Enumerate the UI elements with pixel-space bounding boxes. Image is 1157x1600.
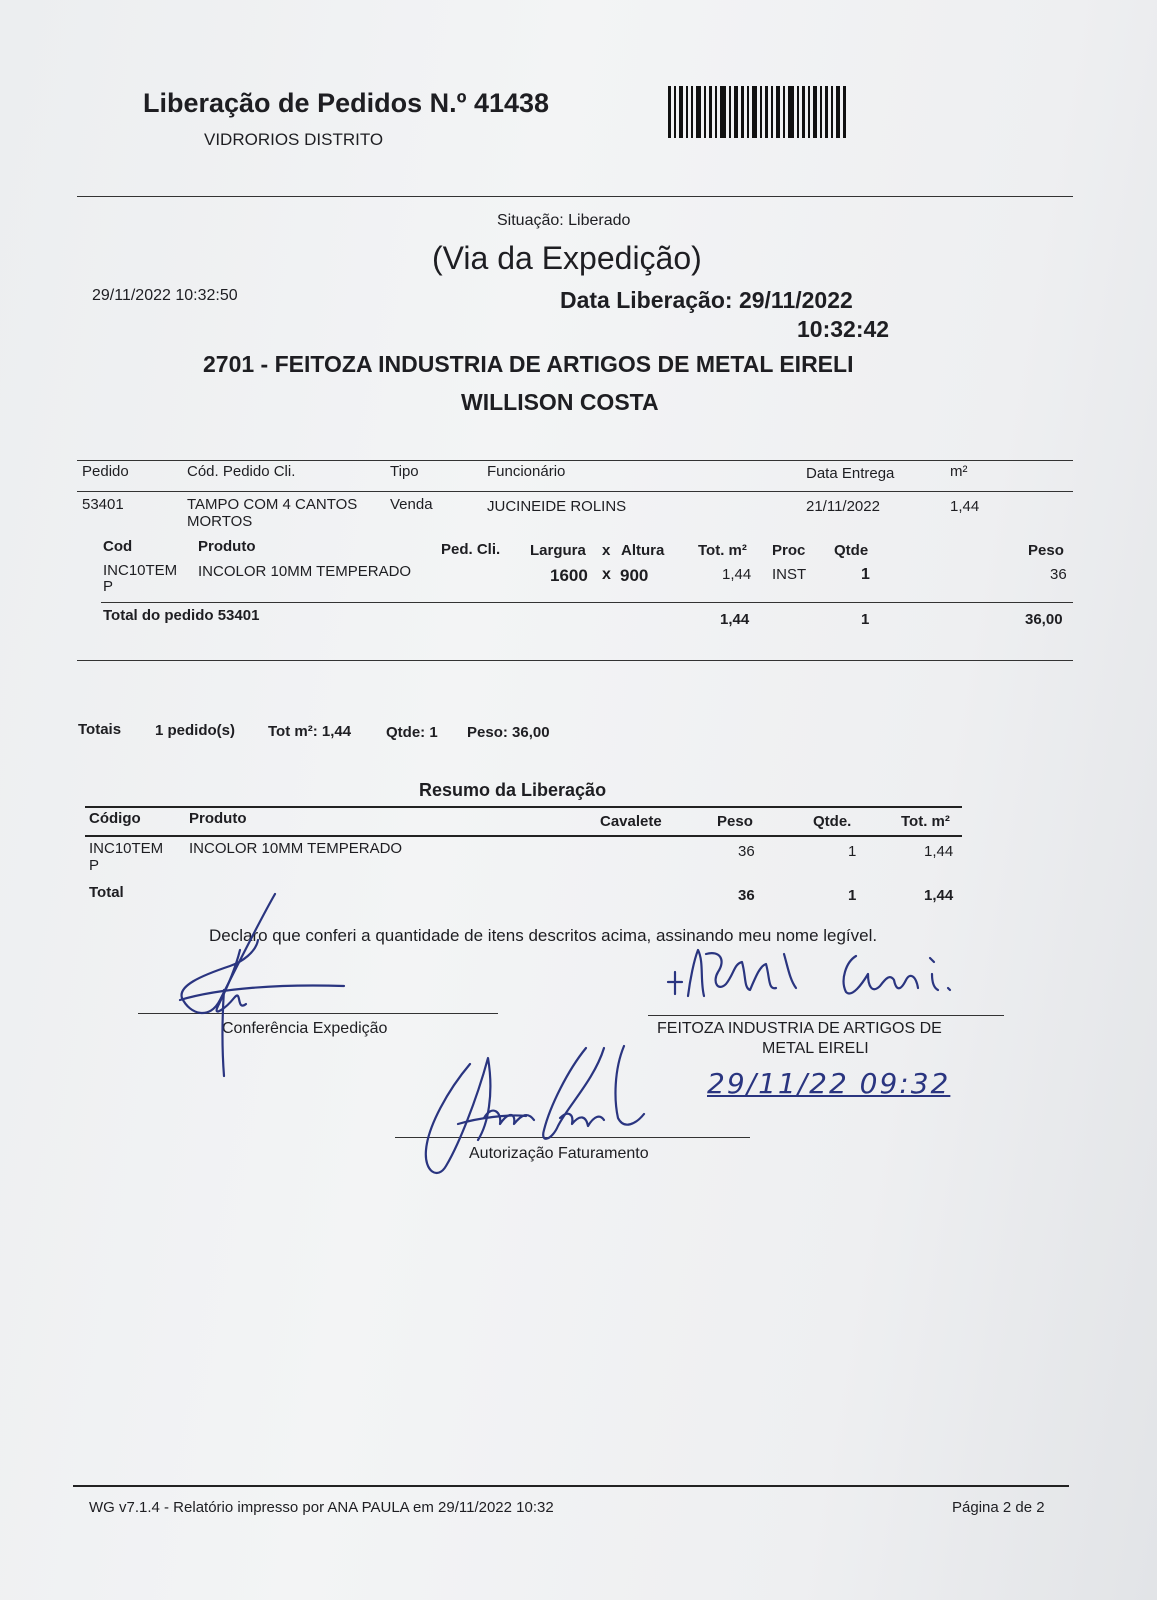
handwritten-date: 29/11/22 09:32 (707, 1067, 951, 1100)
totals-pedidos: 1 pedido(s) (155, 722, 236, 739)
order-number: 53401 (82, 496, 124, 513)
company-name: VIDRORIOS DISTRITO (204, 130, 384, 149)
order-client-code-line2: MORTOS (187, 513, 253, 530)
summary-peso: 36 (738, 843, 755, 860)
summary-codigo-line2: P (89, 857, 100, 874)
client-signature (660, 940, 980, 1020)
order-total-line (101, 602, 1073, 603)
via-title: (Via da Expedição) (432, 240, 702, 276)
autorizacao-signature (418, 1040, 678, 1190)
order-employee: JUCINEIDE ROLINS (487, 498, 627, 515)
totals-label: Totais (78, 721, 122, 738)
col-tipo: Tipo (390, 463, 419, 480)
summary-col-qtde: Qtde. (813, 813, 852, 830)
summary-qtde: 1 (848, 843, 857, 860)
item-x: x (602, 566, 611, 583)
item-col-ped-cli: Ped. Cli. (441, 541, 501, 558)
item-col-peso: Peso (1028, 542, 1064, 559)
col-cod-pedido-cli: Cód. Pedido Cli. (187, 463, 296, 480)
item-altura: 900 (620, 566, 649, 585)
header-divider (77, 196, 1073, 197)
footer-printed-by: WG v7.1.4 - Relatório impresso por ANA PAULA em 29/11/2022 10:32 (89, 1499, 554, 1516)
order-total-m2: 1,44 (720, 611, 750, 628)
order-table-top-line (77, 460, 1073, 461)
item-col-qtde: Qtde (834, 542, 869, 559)
item-tot-m2: 1,44 (722, 566, 752, 583)
order-header-bottom-line (77, 491, 1073, 492)
summary-title: Resumo da Liberação (419, 780, 607, 800)
order-client-code-line1: TAMPO COM 4 CANTOS (187, 496, 358, 513)
col-m2: m² (950, 463, 968, 480)
order-m2: 1,44 (950, 498, 980, 515)
client-contact: WILLISON COSTA (461, 389, 659, 415)
summary-col-produto: Produto (189, 810, 247, 827)
order-total-qtde: 1 (861, 611, 870, 628)
summary-header-bottom-line (85, 835, 962, 837)
totals-qtde: Qtde: 1 (386, 724, 438, 741)
item-qtde: 1 (861, 566, 870, 583)
item-cod-line1: INC10TEM (103, 562, 178, 579)
item-proc: INST (772, 566, 807, 583)
client-signature-name-line1: FEITOZA INDUSTRIA DE ARTIGOS DE (657, 1020, 942, 1037)
col-pedido: Pedido (82, 463, 129, 480)
summary-total-peso: 36 (738, 887, 755, 904)
totals-m2: Tot m²: 1,44 (268, 723, 352, 740)
item-largura: 1600 (550, 566, 588, 585)
conferencia-signature (160, 880, 360, 1080)
item-col-cod: Cod (103, 538, 133, 555)
footer-page-number: Página 2 de 2 (952, 1499, 1045, 1516)
summary-col-tot-m2: Tot. m² (901, 813, 950, 830)
conferencia-label: Conferência Expedição (222, 1020, 388, 1037)
order-table-bottom-line (77, 660, 1073, 661)
item-cod-line2: P (103, 578, 114, 595)
summary-total-qtde: 1 (848, 887, 857, 904)
item-col-x: x (602, 542, 611, 559)
order-type: Venda (390, 496, 433, 513)
item-produto: INCOLOR 10MM TEMPERADO (198, 563, 412, 580)
client-name: 2701 - FEITOZA INDUSTRIA DE ARTIGOS DE METAL EIRELI (203, 351, 854, 377)
summary-total-tot-m2: 1,44 (924, 887, 954, 904)
print-datetime: 29/11/2022 10:32:50 (92, 287, 238, 304)
status-text: Situação: Liberado (497, 212, 631, 229)
summary-col-codigo: Código (89, 810, 141, 827)
item-col-produto: Produto (198, 538, 256, 555)
item-peso: 36 (1050, 566, 1067, 583)
summary-tot-m2: 1,44 (924, 843, 954, 860)
item-col-altura: Altura (621, 542, 665, 559)
order-total-label: Total do pedido 53401 (103, 607, 260, 624)
summary-produto: INCOLOR 10MM TEMPERADO (189, 840, 403, 857)
summary-col-peso: Peso (717, 813, 753, 830)
summary-col-cavalete: Cavalete (600, 813, 662, 830)
item-col-proc: Proc (772, 542, 806, 559)
declaration-text: Declaro que conferi a quantidade de itens descritos acima, assinando meu nome legível. (209, 926, 878, 945)
autorizacao-label: Autorização Faturamento (469, 1145, 649, 1162)
summary-codigo-line1: INC10TEM (89, 840, 164, 857)
barcode (668, 86, 846, 138)
order-total-peso: 36,00 (1025, 611, 1063, 628)
item-col-tot-m2: Tot. m² (698, 542, 747, 559)
totals-peso: Peso: 36,00 (467, 724, 550, 741)
release-time: 10:32:42 (797, 316, 890, 342)
footer-divider (73, 1485, 1069, 1487)
summary-top-line (85, 806, 962, 808)
order-delivery-date: 21/11/2022 (806, 498, 880, 515)
client-signature-name-line2: METAL EIRELI (762, 1040, 869, 1057)
col-funcionario: Funcionário (487, 463, 566, 480)
item-col-largura: Largura (530, 542, 586, 559)
document-title: Liberação de Pedidos N.º 41438 (143, 88, 550, 118)
release-date: Data Liberação: 29/11/2022 (560, 287, 853, 313)
summary-total-label: Total (89, 884, 124, 901)
col-data-entrega: Data Entrega (806, 465, 895, 482)
